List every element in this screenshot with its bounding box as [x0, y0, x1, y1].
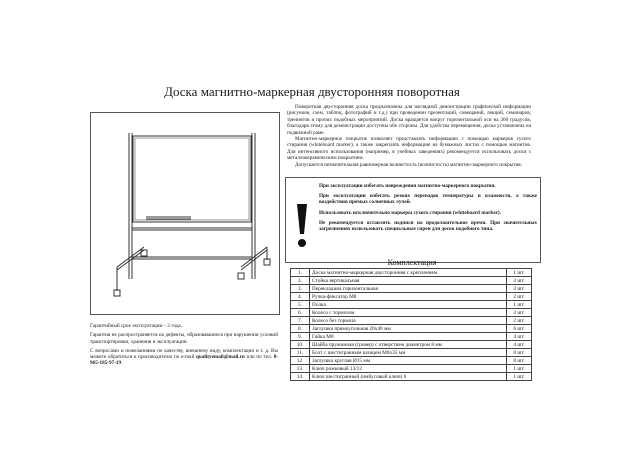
contact-email[interactable]: qualityemail@mail.ru — [196, 354, 245, 361]
warning-item: Использовать исключительно маркеры сухого стирания (whiteboard marker). — [319, 209, 501, 216]
contact-info: С вопросами и пожеланиями по качеству, внешнему виду, комплектации и т. д. Вы можете обратиться к производителю по e-mail qualityemail@mail.ru или по тел. 8-965-185-97-19. — [90, 347, 278, 367]
kit-number: 7. — [291, 317, 310, 325]
kit-number: 11. — [291, 349, 310, 357]
kit-number: 3. — [291, 285, 310, 293]
kit-quantity: 8 шт. — [507, 349, 532, 357]
kit-number: 1. — [291, 269, 310, 277]
kit-item-name: Колесо без тормоза — [310, 317, 507, 325]
kit-number: 9. — [291, 333, 310, 341]
kit-quantity: 1 шт. — [507, 373, 532, 381]
kit-item-name: Доска магнитно-маркерная двусторонняя с креплением — [310, 269, 507, 277]
description-paragraph: Поворотная двусторонняя доска предназначена для наглядной демонстрации графической информации (рисунков, схем, таблиц, фотографий и т.д.) при проведении презентаций, совещаний, лекций, семинаров, тренингов и прочих подобных мероприятий. Доска вращается вокруг горизонтальной оси на 360 градусов, благодаря этому для демонстрации доступны обе стороны. Для удобства перемещения, доска установлена на подвижной раме. — [287, 104, 531, 136]
kit-number: 2. — [291, 277, 310, 285]
kit-quantity: 1 шт. — [507, 301, 532, 309]
kit-item-name: Полка — [310, 301, 507, 309]
kit-quantity: 8 шт. — [507, 357, 532, 365]
kit-number: 6. — [291, 309, 310, 317]
kit-item-name: Гайка М8 — [310, 333, 507, 341]
kit-quantity: 2 шт. — [507, 317, 532, 325]
kit-row — [291, 269, 532, 277]
product-illustration — [90, 112, 280, 315]
contact-phone: 8-965-185-97-19 — [90, 354, 278, 367]
kit-quantity: 2 шт. — [507, 285, 532, 293]
warnings-list — [319, 183, 537, 236]
kit-row — [291, 365, 532, 373]
exclamation-icon — [294, 202, 310, 250]
whiteboard-drawing — [91, 113, 281, 316]
guarantee-period: Гарантийный срок эксплуатации – 2 года. — [90, 323, 183, 329]
kit-row — [291, 325, 532, 333]
kit-number: 8. — [291, 325, 310, 333]
kit-row — [291, 293, 532, 301]
kit-number: 5. — [291, 301, 310, 309]
description-paragraph: Допускается незначительная равномерная волнистость (волнистость) магнитно-маркерного покрытия. — [295, 161, 522, 168]
description — [287, 104, 531, 168]
kit-number: 14. — [291, 373, 310, 381]
kit-item-name: Ключ шестигранный (имбусовый ключ) 6 — [310, 373, 507, 381]
warnings-box — [285, 177, 541, 263]
guarantee-exclusions: Гарантия не распространяется на дефекты, образовавшиеся при нарушении условий транспортировки, хранения и эксплуатации. — [90, 332, 278, 345]
kit-item-name: Болт с шестигранным шлицем М8х35 мм — [310, 349, 507, 357]
kit-item-name: Заглушка прямоугольная 20х40 мм — [310, 325, 507, 333]
guarantee-block — [90, 323, 278, 370]
kit-row — [291, 349, 532, 357]
kit-item-name: Заглушка круглая Ø15 мм — [310, 357, 507, 365]
kit-item-name: Стойка вертикальная — [310, 277, 507, 285]
kit-quantity: 2 шт. — [507, 309, 532, 317]
kit-row — [291, 317, 532, 325]
description-paragraph: Магнитно-маркерное покрытие позволяет представлять информацию с помощью маркеров сухого стирания (whiteboard marker), а также закреплять информацию на бумажных листах с помощью магнитов. Для интенсивного использования (например, в учебных заведениях) рекомендуется использовать доски с металлокерамическим покрытием. — [287, 136, 531, 162]
kit-row — [291, 357, 532, 365]
warning-item: Не рекомендуется оставлять надписи на продолжительное время. При значительных загрязнениях использовать специальные спреи для досок подобного типа. — [319, 219, 537, 233]
kit-title: Комплектация — [387, 258, 437, 267]
kit-quantity: 4 шт. — [507, 341, 532, 349]
kit-number: 13. — [291, 365, 310, 373]
kit-number: 4. — [291, 293, 310, 301]
kit-row — [291, 373, 532, 381]
kit-item-name: Ключ рожковый 13/12 — [310, 365, 507, 373]
kit-item-name: Ручка-фиксатор М8 — [310, 293, 507, 301]
kit-item-name: Шайба пружинная (гровер) с отверстием диаметром 8 мм — [310, 341, 507, 349]
kit-row — [291, 301, 532, 309]
kit-quantity: 2 шт. — [507, 277, 532, 285]
kit-quantity: 1 шт. — [507, 365, 532, 373]
kit-item-name: Колесо с тормозом — [310, 309, 507, 317]
kit-quantity: 6 шт. — [507, 325, 532, 333]
kit-item-name: Перекладина горизонтальная — [310, 285, 507, 293]
kit-number: 10. — [291, 341, 310, 349]
kit-row — [291, 285, 532, 293]
kit-quantity: 2 шт. — [507, 293, 532, 301]
kit-table — [290, 268, 532, 381]
page-title: Доска магнитно-маркерная двусторонняя поворотная — [164, 84, 460, 99]
kit-row — [291, 277, 532, 285]
warning-item: При эксплуатации избегать резких перепадов температуры и влажности, а также воздействия прямых солнечных лучей. — [319, 193, 537, 206]
kit-row — [291, 341, 532, 349]
warning-item: При эксплуатации избегать повреждения магнитно-маркерного покрытия. — [319, 183, 496, 189]
kit-quantity: 4 шт. — [507, 333, 532, 341]
kit-row — [291, 309, 532, 317]
kit-number: 12. — [291, 357, 310, 365]
kit-quantity: 1 шт. — [507, 269, 532, 277]
kit-row — [291, 333, 532, 341]
